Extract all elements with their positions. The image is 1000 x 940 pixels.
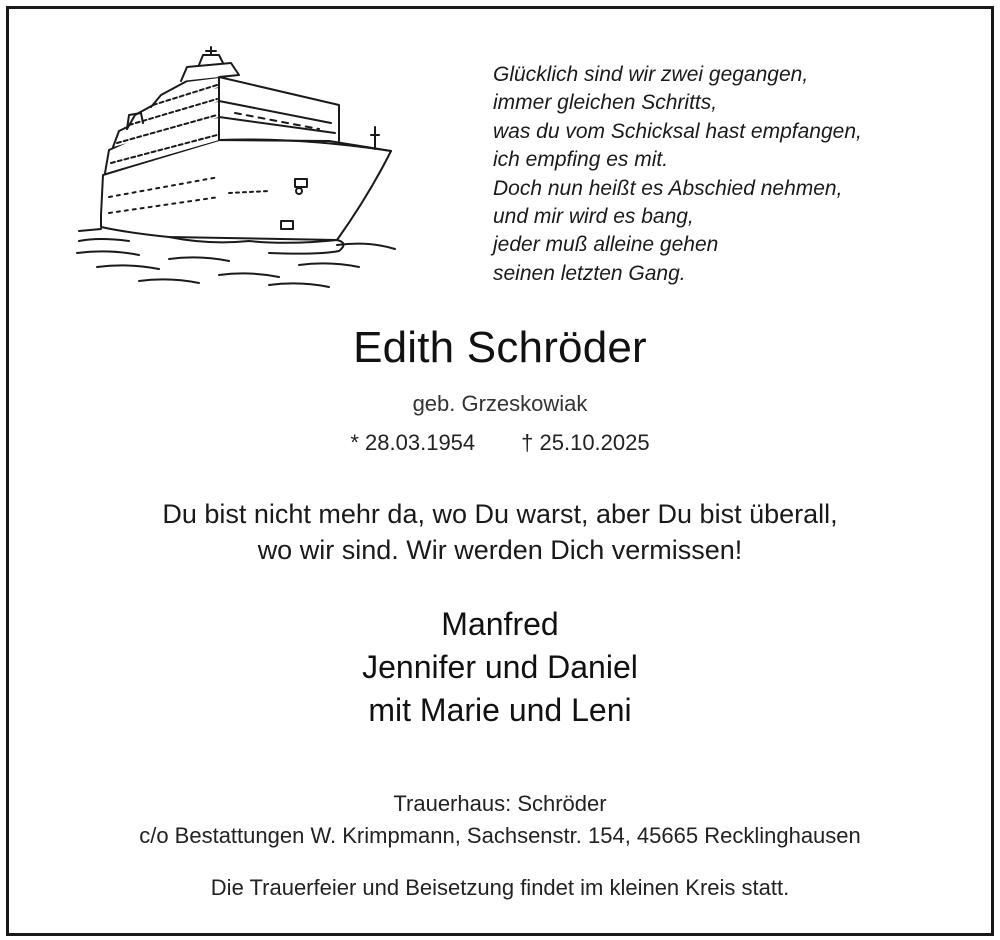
poem-line: Glücklich sind wir zwei gegangen, [493, 63, 809, 86]
mourning-house-label: Trauerhaus: Schröder [393, 791, 607, 816]
family-line: Manfred [441, 606, 559, 642]
poem-line: seinen letzten Gang. [493, 261, 686, 285]
memorial-quote [9, 496, 991, 568]
quote-line: Du bist nicht mehr da, wo Du warst, aber Du bist überall, [162, 499, 838, 529]
death-date: † 25.10.2025 [521, 430, 650, 455]
ceremony-note: Die Trauerfeier und Beisetzung findet im kleinen Kreis statt. [210, 875, 790, 900]
mourning-house-address: c/o Bestattungen W. Krimpmann, Sachsenstr. 154, 45665 Recklinghausen [139, 823, 861, 848]
cruise-ship-icon [69, 45, 405, 290]
poem-line: was du vom Schicksal hast empfangen, [493, 119, 862, 143]
life-dates [9, 430, 991, 456]
family-line: mit Marie und Leni [368, 692, 632, 728]
mourning-house [9, 788, 991, 852]
family-names [9, 603, 991, 732]
poem-line: und mir wird es bang, [493, 205, 694, 229]
obituary-notice [6, 6, 994, 936]
poem-line: jeder muß alleine gehen [493, 233, 719, 257]
deceased-name: Edith Schröder [353, 323, 647, 372]
poem-line: ich empfing es mit. [493, 148, 669, 172]
quote-line: wo wir sind. Wir werden Dich vermissen! [257, 535, 743, 565]
maiden-name: geb. Grzeskowiak [412, 391, 588, 416]
poem-line: Doch nun heißt es Abschied nehmen, [493, 176, 843, 200]
family-line: Jennifer und Daniel [362, 649, 638, 685]
poem [493, 61, 862, 288]
poem-line: immer gleichen Schritts, [493, 91, 718, 115]
birth-date: * 28.03.1954 [350, 430, 476, 455]
